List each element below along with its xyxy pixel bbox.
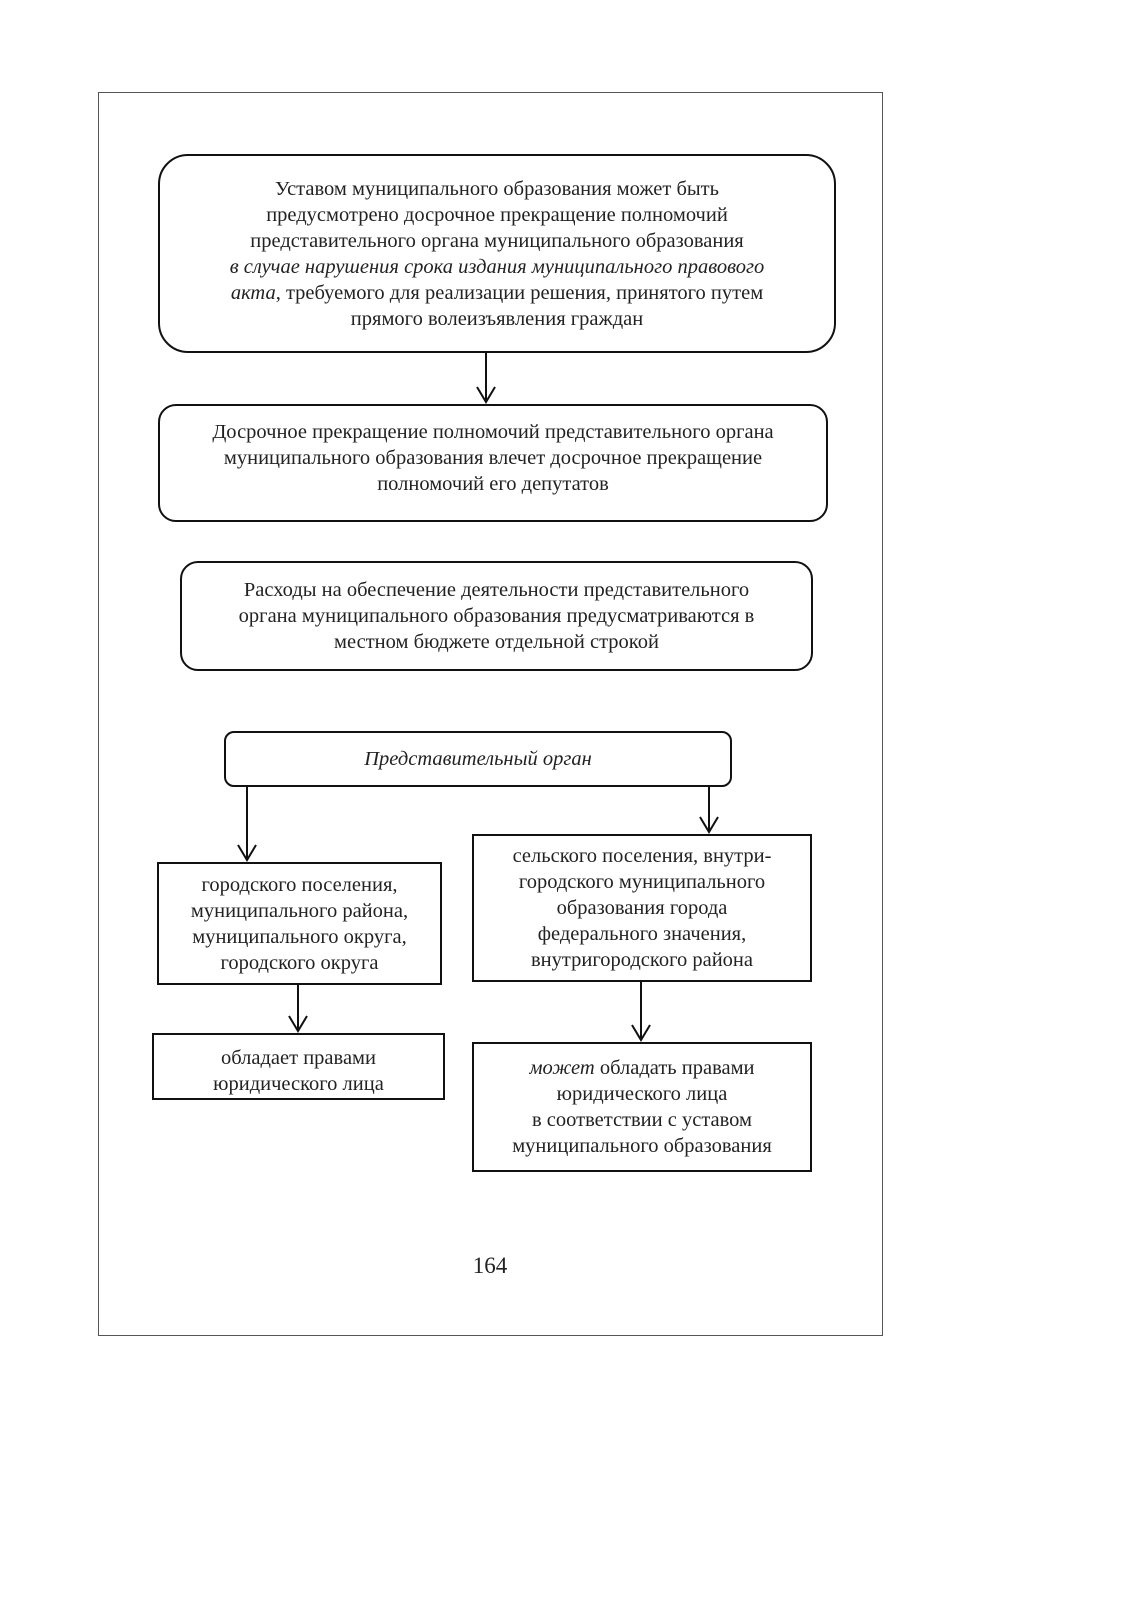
box1-line6: прямого волеизъявления граждан — [350, 307, 644, 330]
box4-label: Представительный орган — [364, 748, 592, 770]
box1-line4: в случае нарушения срока издания муниципального правового — [229, 255, 765, 278]
box8-line1: обладать правами — [594, 1057, 755, 1079]
box7-line1: обладает правами — [221, 1047, 376, 1069]
box1-line1: Уставом муниципального образования может быть — [275, 177, 719, 200]
box5-line3: муниципального округа, — [192, 925, 407, 948]
box6-line5: внутригородского района — [530, 949, 753, 971]
box6-line2: городского муниципального — [518, 871, 766, 893]
box3-line2: органа муниципального образования предусматриваются в — [238, 605, 755, 627]
box8-line4: муниципального образования — [512, 1135, 772, 1157]
box2-line1: Досрочное прекращение полномочий представительного органа — [212, 421, 774, 443]
arrow-box4-to-box6 — [700, 787, 718, 832]
page-number: 164 — [472, 1253, 508, 1278]
box8-line2: юридического лица — [556, 1083, 728, 1105]
box8-line1-italic: может — [529, 1057, 595, 1079]
box1-line5: , требуемого для реализации решения, принятого путем — [275, 281, 764, 304]
box5-line1: городского поселения, — [201, 873, 398, 896]
box6-line3: образования города — [556, 897, 728, 919]
arrow-box4-to-box5 — [238, 787, 256, 860]
box3-line1: Расходы на обеспечение деятельности представительного — [243, 579, 750, 601]
box7-line2: юридического лица — [213, 1073, 384, 1095]
box1-line3: представительного органа муниципального образования — [250, 229, 744, 252]
box2-line3: полномочий его депутатов — [377, 473, 609, 495]
box6-line1: сельского поселения, внутри- — [512, 845, 772, 867]
box5-line4: городского округа — [220, 951, 379, 974]
arrow-box6-to-box8 — [632, 982, 650, 1040]
box5-line2: муниципального района, — [190, 899, 409, 922]
box2-line2: муниципального образования влечет досрочное прекращение — [223, 447, 763, 469]
box8-line3: в соответствии с уставом — [531, 1109, 752, 1131]
box1-line2: предусмотрено досрочное прекращение полномочий — [266, 203, 728, 226]
box6-line4: федерального значения, — [537, 923, 747, 945]
box3-line3: местном бюджете отдельной строкой — [334, 631, 659, 653]
arrow-box1-to-box2 — [477, 353, 495, 402]
box1-line5-italic: акта — [230, 281, 276, 304]
arrow-box5-to-box7 — [289, 985, 307, 1031]
